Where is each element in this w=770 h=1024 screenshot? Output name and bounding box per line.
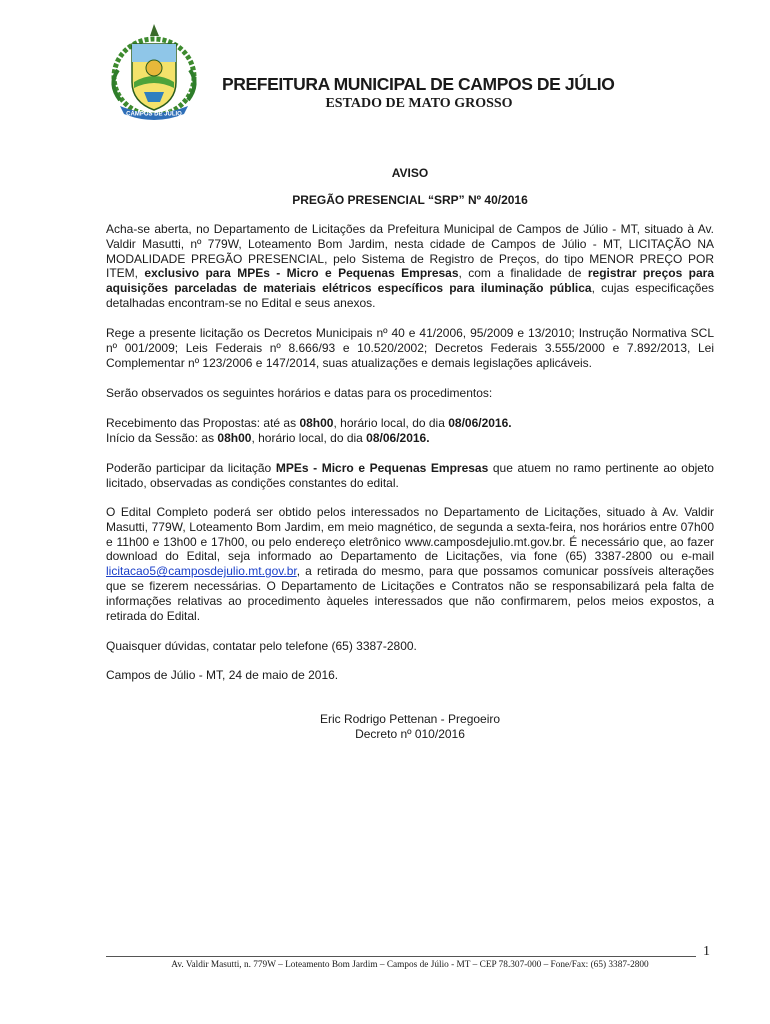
opening-paragraph: Acha-se aberta, no Departamento de Licitações da Prefeitura Municipal de Campos de Júlio - MT, situado à Av. Valdir Masutti, nº 779W, Loteamento Bom Jardim, nesta cidade de Campos de Júlio - MT, LICITAÇÃO NA MODALIDADE PREGÃO PRESENCIAL, pelo Sistema de Registro de Preços, do tipo MENOR PREÇO POR ITEM, exclusivo para MPEs - Micro e Pequenas Empresas, com a finalidade de registrar preços para aquisições parceladas de materiais elétricos específicos para iluminação pública, cujas especificações detalhadas encontram-se no Edital e seus anexos. — [106, 222, 714, 310]
signatory-decree: Decreto nº 010/2016 — [355, 727, 465, 741]
footer-address: Av. Valdir Masutti, n. 779W – Loteamento Bom Jardim – Campos de Júlio - MT – CEP 78.307-000 – Fone/Fax: (65) 3387-2800 — [171, 960, 649, 970]
participation-paragraph: Poderão participar da licitação MPEs - Micro e Pequenas Empresas que atuem no ramo pertinente ao objeto licitado, observadas as condições constantes do edital. — [106, 461, 714, 490]
signatory-name: Eric Rodrigo Pettenan - Pregoeiro — [319, 712, 501, 726]
state-subtitle: ESTADO DE MATO GROSSO — [325, 96, 513, 111]
coat-of-arms-icon — [104, 22, 204, 122]
edital-paragraph: O Edital Completo poderá ser obtido pelos interessados no Departamento de Licitações, situado à Av. Valdir Masutti, 779W, Loteamento Bom Jardim, em meio magnético, de segunda a sexta-feira, nos horários entre 07h00 e 11h00 e 13h00 e 17h00, ou pelo endereço eletrônico www.camposdejulio.mt.gov.br. É necessário que, ao fazer download do Edital, seja informado ao Departamento de Licitações, via fone (65) 3387-2800 ou e-mail licitacao5@camposdejulio.mt.gov.br, a retirada do mesmo, para que possamos comunicar possíveis alterações que se fizerem necessárias. O Departamento de Licitações e Contratos não se responsabilizará pela falta de informações relativas ao procedimento àqueles interessados que não confirmarem, pelos meios expostos, a retirada do Edital. — [106, 505, 714, 623]
municipality-title: PREFEITURA MUNICIPAL DE CAMPOS DE JÚLIO — [222, 74, 615, 94]
contact-paragraph: Quaisquer dúvidas, contatar pelo telefone (65) 3387-2800. — [106, 639, 417, 653]
schedule-intro: Serão observados os seguintes horários e datas para os procedimentos: — [106, 386, 493, 400]
schedule-dates: Recebimento das Propostas: até as 08h00, horário local, do dia 08/06/2016. Início da Sessão: as 08h00, horário local, do dia 08/06/2016. — [106, 416, 512, 445]
logo-banner-text: CAMPOS DE JÚLIO — [126, 111, 182, 118]
date-place: Campos de Júlio - MT, 24 de maio de 2016. — [106, 668, 339, 682]
notice-title: AVISO — [391, 166, 429, 180]
page-number: 1 — [703, 944, 710, 959]
auction-number: PREGÃO PRESENCIAL “SRP” Nº 40/2016 — [292, 193, 528, 207]
email-link[interactable]: licitacao5@camposdejulio.mt.gov.br — [106, 564, 297, 579]
legislation-paragraph: Rege a presente licitação os Decretos Municipais nº 40 e 41/2006, 95/2009 e 13/2010; Instrução Normativa SCL nº 001/2009; Leis Federais nº 8.666/93 e 10.520/2002; Decretos Federais 3.555/2000 e 7.892/2013, Lei Complementar nº 123/2006 e 147/2014, suas atualizações e demais legislações aplicáveis. — [106, 326, 714, 370]
footer-divider — [106, 956, 696, 957]
